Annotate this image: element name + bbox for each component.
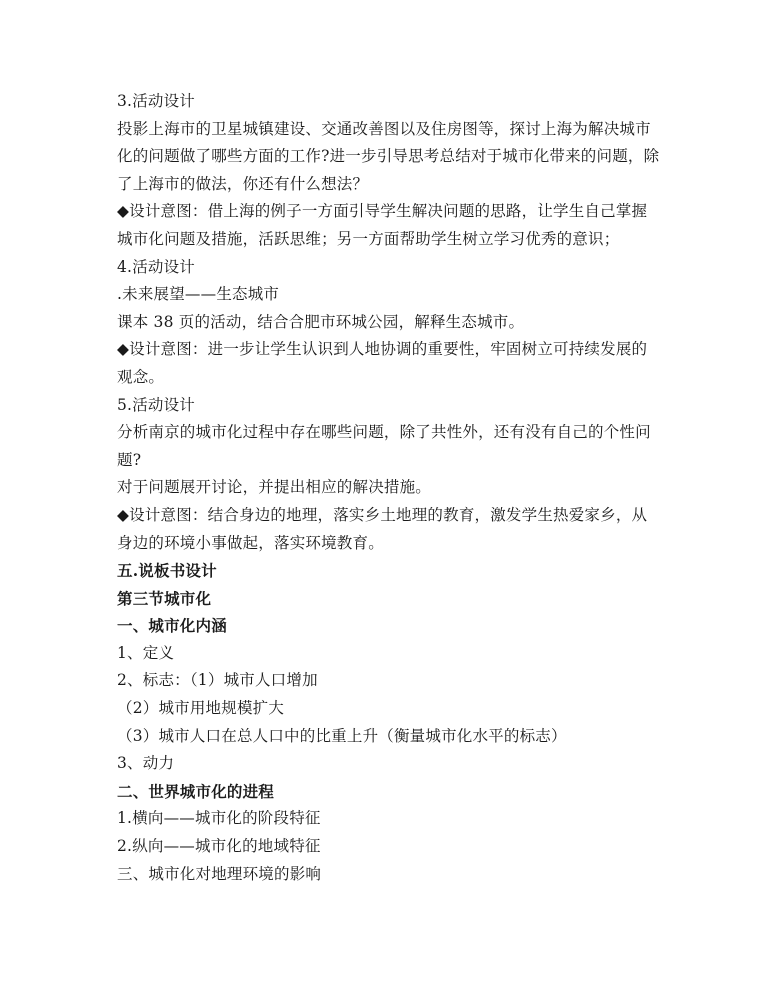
text-line: 3、动力 [117,754,175,773]
text-line: ◆设计意图：借上海的例子一方面引导学生解决问题的思路，让学生自己掌握 [117,202,648,221]
section-heading: 五.说板书设计 [117,561,217,581]
text-line: 1、定义 [117,643,175,662]
document-body [117,88,660,888]
text-line: （2）城市用地规模扩大 [117,699,285,718]
text-line: 投影上海市的卫星城镇建设、交通改善图以及住房图等，探讨上海为解决城市 [117,119,651,138]
section-heading: 二、世界城市化的进程 [117,781,275,801]
text-line: ◆设计意图：进一步让学生认识到人地协调的重要性，牢固树立可持续发展的 [117,340,648,359]
text-line: 1.横向——城市化的阶段特征 [117,809,321,828]
text-line: 5.活动设计 [117,395,195,414]
text-line: .未来展望——生态城市 [117,285,280,304]
text-line: 2.纵向——城市化的地域特征 [117,837,321,856]
section-heading: 一、城市化内涵 [117,616,227,636]
text-line: 题? [117,450,142,469]
text-line: ◆设计意图：结合身边的地理，落实乡土地理的教育，激发学生热爱家乡，从 [117,505,648,524]
text-line: 4.活动设计 [117,257,195,276]
text-line: （3）城市人口在总人口中的比重上升（衡量城市化水平的标志） [117,726,567,745]
section-heading: 第三节城市化 [117,588,212,608]
text-line: 观念。 [117,367,165,386]
text-line: 城市化问题及措施，活跃思维；另一方面帮助学生树立学习优秀的意识； [117,229,620,248]
text-line: 了上海市的做法，你还有什么想法？ [117,174,369,193]
text-line: 对于问题展开讨论，并提出相应的解决措施。 [117,478,432,497]
text-line: 3.活动设计 [117,92,195,110]
text-line: 2、标志：（1）城市人口增加 [117,671,318,690]
text-line: 课本 38 页的活动，结合合肥市环城公园，解释生态城市。 [117,312,525,331]
text-line: 化的问题做了哪些方面的工作?进一步引导思考总结对于城市化带来的问题，除 [117,147,660,166]
text-line: 分析南京的城市化过程中存在哪些问题，除了共性外，还有没有自己的个性问 [117,423,651,442]
text-line: 三、城市化对地理环境的影响 [117,864,322,883]
text-line: 身边的环境小事做起，落实环境教育。 [117,533,384,552]
